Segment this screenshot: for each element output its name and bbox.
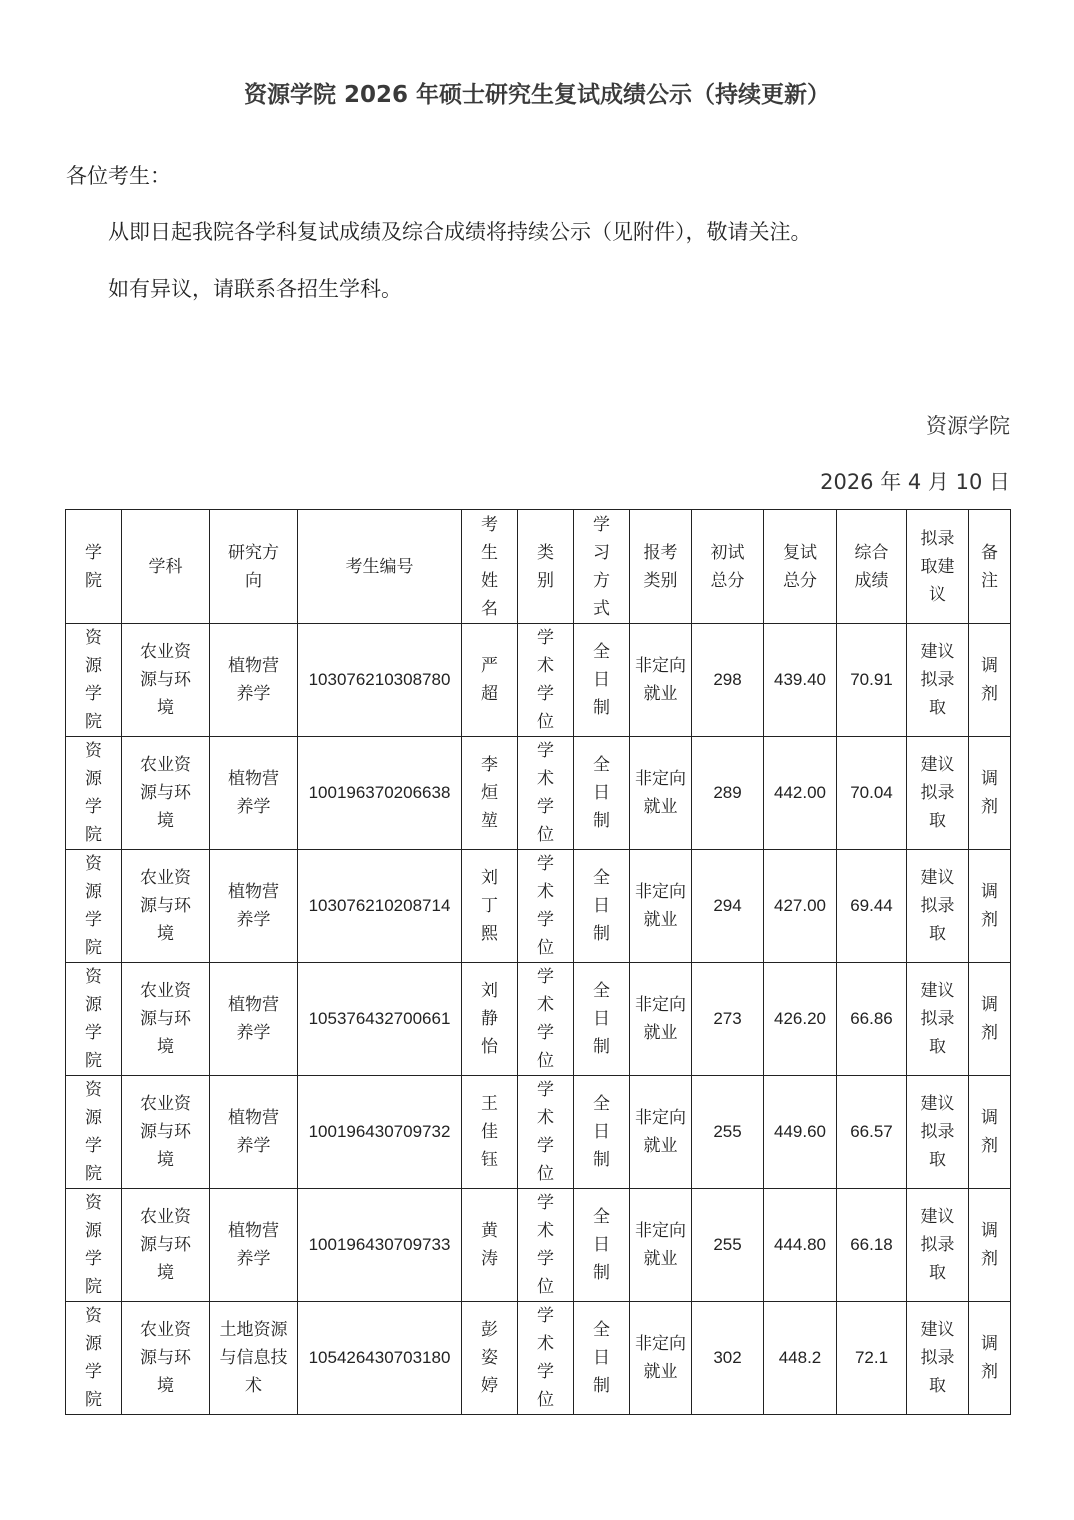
cell-study-mode: 全日制	[574, 737, 630, 850]
header-remark: 备注	[969, 510, 1011, 624]
header-retest-total: 复试总分	[764, 510, 837, 624]
header-composite: 综合成绩	[837, 510, 907, 624]
cell-discipline: 农业资源与环境	[122, 1189, 210, 1302]
cell-name: 严超	[462, 624, 518, 737]
cell-direction: 植物营养学	[210, 963, 298, 1076]
cell-direction: 植物营养学	[210, 737, 298, 850]
cell-retest-total: 444.80	[764, 1189, 837, 1302]
signature-organization: 资源学院	[926, 414, 1010, 438]
cell-exam-type: 非定向就业	[630, 850, 692, 963]
header-name: 考生姓名	[462, 510, 518, 624]
cell-composite: 66.57	[837, 1076, 907, 1189]
cell-retest-total: 439.40	[764, 624, 837, 737]
cell-exam-type: 非定向就业	[630, 963, 692, 1076]
cell-composite: 72.1	[837, 1302, 907, 1415]
cell-composite: 66.86	[837, 963, 907, 1076]
cell-discipline: 农业资源与环境	[122, 624, 210, 737]
cell-remark: 调剂	[969, 1302, 1011, 1415]
notice-paragraph-2: 如有异议，请联系各招生学科。	[108, 277, 402, 301]
cell-initial-total: 255	[692, 1189, 764, 1302]
cell-discipline: 农业资源与环境	[122, 737, 210, 850]
cell-college: 资源学院	[66, 1189, 122, 1302]
cell-candidate-id: 103076210208714	[298, 850, 462, 963]
cell-college: 资源学院	[66, 1302, 122, 1415]
cell-college: 资源学院	[66, 1076, 122, 1189]
cell-college: 资源学院	[66, 850, 122, 963]
cell-recommendation: 建议拟录取	[907, 1189, 969, 1302]
cell-initial-total: 273	[692, 963, 764, 1076]
cell-name: 李烜堃	[462, 737, 518, 850]
cell-remark: 调剂	[969, 850, 1011, 963]
cell-name: 王佳钰	[462, 1076, 518, 1189]
cell-discipline: 农业资源与环境	[122, 1302, 210, 1415]
cell-study-mode: 全日制	[574, 624, 630, 737]
cell-remark: 调剂	[969, 737, 1011, 850]
table-row	[66, 850, 1011, 963]
cell-discipline: 农业资源与环境	[122, 850, 210, 963]
cell-exam-type: 非定向就业	[630, 1302, 692, 1415]
cell-study-mode: 全日制	[574, 850, 630, 963]
cell-recommendation: 建议拟录取	[907, 850, 969, 963]
cell-category: 学术学位	[518, 1076, 574, 1189]
header-exam-type: 报考类别	[630, 510, 692, 624]
table-row	[66, 737, 1011, 850]
table-row	[66, 1302, 1011, 1415]
table-row	[66, 1189, 1011, 1302]
header-direction: 研究方向	[210, 510, 298, 624]
cell-retest-total: 427.00	[764, 850, 837, 963]
cell-composite: 70.04	[837, 737, 907, 850]
header-college: 学院	[66, 510, 122, 624]
cell-college: 资源学院	[66, 963, 122, 1076]
cell-category: 学术学位	[518, 737, 574, 850]
signature-date: 2026 年 4 月 10 日	[820, 470, 1010, 494]
cell-recommendation: 建议拟录取	[907, 963, 969, 1076]
cell-category: 学术学位	[518, 1302, 574, 1415]
cell-candidate-id: 103076210308780	[298, 624, 462, 737]
cell-composite: 69.44	[837, 850, 907, 963]
cell-recommendation: 建议拟录取	[907, 624, 969, 737]
notice-paragraph-1: 从即日起我院各学科复试成绩及综合成绩将持续公示（见附件），敬请关注。	[108, 220, 812, 244]
cell-name: 彭姿婷	[462, 1302, 518, 1415]
cell-retest-total: 426.20	[764, 963, 837, 1076]
cell-candidate-id: 100196370206638	[298, 737, 462, 850]
cell-direction: 植物营养学	[210, 850, 298, 963]
cell-retest-total: 442.00	[764, 737, 837, 850]
header-discipline: 学科	[122, 510, 210, 624]
cell-direction: 植物营养学	[210, 624, 298, 737]
cell-candidate-id: 100196430709733	[298, 1189, 462, 1302]
cell-remark: 调剂	[969, 963, 1011, 1076]
cell-name: 刘静怡	[462, 963, 518, 1076]
cell-category: 学术学位	[518, 1189, 574, 1302]
cell-discipline: 农业资源与环境	[122, 963, 210, 1076]
cell-retest-total: 449.60	[764, 1076, 837, 1189]
cell-college: 资源学院	[66, 624, 122, 737]
cell-category: 学术学位	[518, 624, 574, 737]
cell-direction: 土地资源与信息技术	[210, 1302, 298, 1415]
cell-discipline: 农业资源与环境	[122, 1076, 210, 1189]
cell-initial-total: 298	[692, 624, 764, 737]
cell-initial-total: 289	[692, 737, 764, 850]
score-table	[65, 509, 1011, 1415]
cell-recommendation: 建议拟录取	[907, 1302, 969, 1415]
header-category: 类别	[518, 510, 574, 624]
header-recommendation: 拟录取建议	[907, 510, 969, 624]
cell-recommendation: 建议拟录取	[907, 1076, 969, 1189]
cell-college: 资源学院	[66, 737, 122, 850]
page-title: 资源学院 2026 年硕士研究生复试成绩公示（持续更新）	[243, 82, 831, 108]
cell-study-mode: 全日制	[574, 1189, 630, 1302]
cell-category: 学术学位	[518, 963, 574, 1076]
table-row	[66, 624, 1011, 737]
header-initial-total: 初试总分	[692, 510, 764, 624]
cell-direction: 植物营养学	[210, 1189, 298, 1302]
header-study-mode: 学习方式	[574, 510, 630, 624]
cell-name: 刘丁熙	[462, 850, 518, 963]
cell-remark: 调剂	[969, 1076, 1011, 1189]
cell-composite: 70.91	[837, 624, 907, 737]
cell-initial-total: 294	[692, 850, 764, 963]
cell-exam-type: 非定向就业	[630, 1076, 692, 1189]
cell-remark: 调剂	[969, 1189, 1011, 1302]
cell-study-mode: 全日制	[574, 1302, 630, 1415]
cell-candidate-id: 100196430709732	[298, 1076, 462, 1189]
table-row	[66, 1076, 1011, 1189]
cell-direction: 植物营养学	[210, 1076, 298, 1189]
salutation: 各位考生：	[66, 164, 171, 188]
cell-name: 黄涛	[462, 1189, 518, 1302]
cell-initial-total: 302	[692, 1302, 764, 1415]
table-row	[66, 963, 1011, 1076]
cell-exam-type: 非定向就业	[630, 737, 692, 850]
header-candidate-id: 考生编号	[298, 510, 462, 624]
cell-remark: 调剂	[969, 624, 1011, 737]
cell-category: 学术学位	[518, 850, 574, 963]
cell-study-mode: 全日制	[574, 963, 630, 1076]
table-header-row	[66, 510, 1011, 624]
cell-initial-total: 255	[692, 1076, 764, 1189]
cell-candidate-id: 105426430703180	[298, 1302, 462, 1415]
cell-exam-type: 非定向就业	[630, 1189, 692, 1302]
cell-retest-total: 448.2	[764, 1302, 837, 1415]
cell-exam-type: 非定向就业	[630, 624, 692, 737]
cell-candidate-id: 105376432700661	[298, 963, 462, 1076]
cell-composite: 66.18	[837, 1189, 907, 1302]
cell-recommendation: 建议拟录取	[907, 737, 969, 850]
cell-study-mode: 全日制	[574, 1076, 630, 1189]
